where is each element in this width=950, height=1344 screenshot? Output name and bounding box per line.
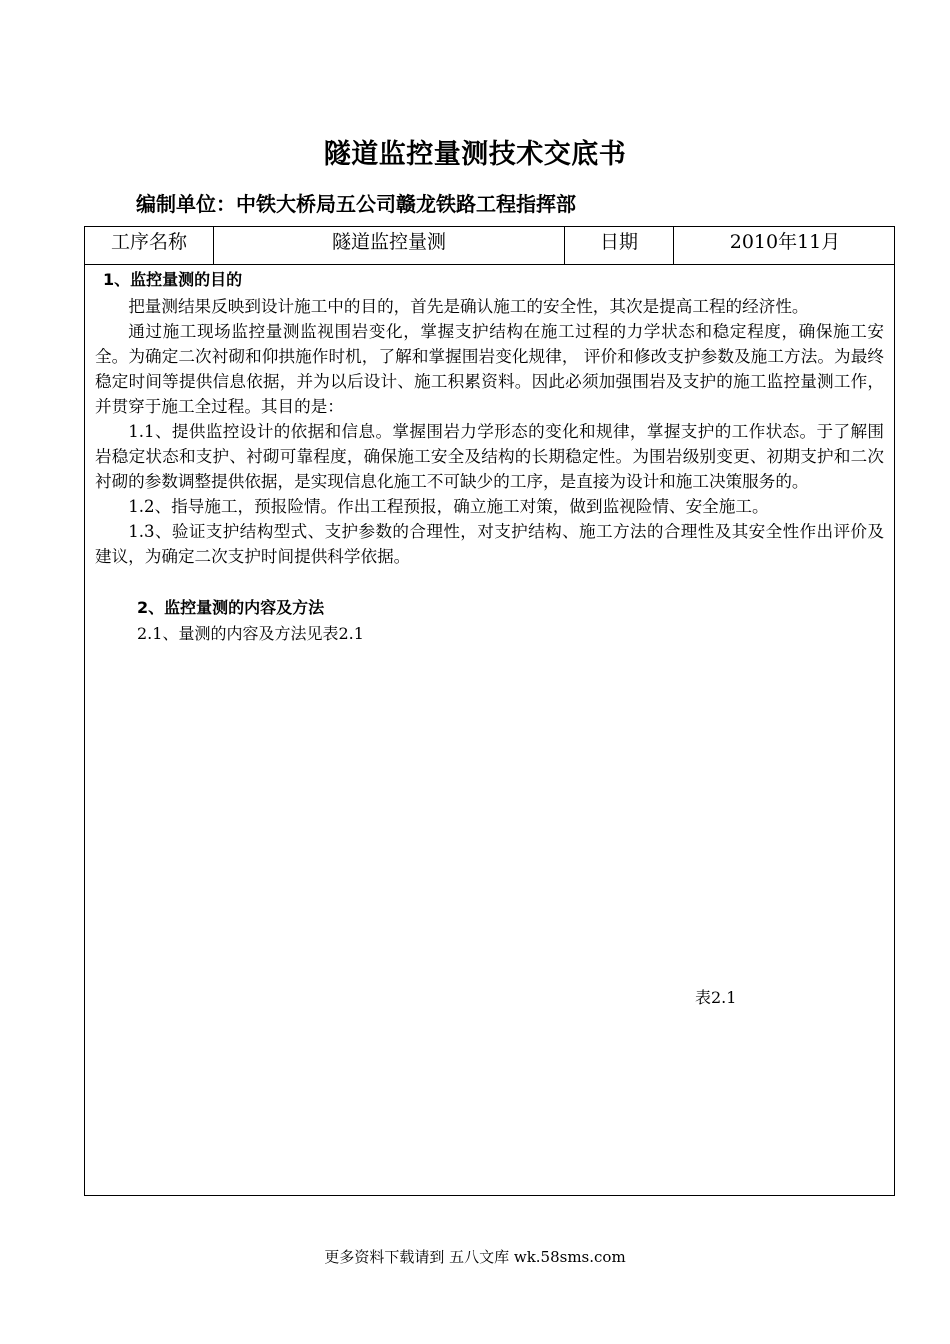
form-body bbox=[85, 265, 894, 647]
footer-note: 更多资料下载请到 五八文库 wk.58sms.com bbox=[324, 1248, 626, 1266]
date-value: 2010年11月 bbox=[729, 231, 841, 253]
section-2-subitem: 2.1、量测的内容及方法见表2.1 bbox=[137, 624, 364, 643]
table-caption: 表2.1 bbox=[695, 988, 737, 1007]
section-1-paragraph: 通过施工现场监控量测监视围岩变化，掌握支护结构在施工过程的力学状态和稳定程度，确保施工安全。为确定二次衬砌和仰拱施作时机，了解和掌握围岩变化规律， 评价和修改支护参数及施工方法。为最终稳定时间等提供信息依据，并为以后设计、施工积累资料。因此必须加强围岩及支护的施工监控量测工作，并贯穿于施工全过程。其目的是： bbox=[95, 322, 884, 416]
process-name-label: 工序名称 bbox=[85, 227, 214, 264]
compiling-unit: 编制单位：中铁大桥局五公司赣龙铁路工程指挥部 bbox=[136, 192, 576, 216]
section-2-heading: 2、监控量测的内容及方法 bbox=[137, 598, 325, 617]
section-1-heading: 1、监控量测的目的 bbox=[103, 270, 243, 289]
section-1-paragraph: 1.3、验证支护结构型式、支护参数的合理性，对支护结构、施工方法的合理性及其安全性作出评价及建议，为确定二次支护时间提供科学依据。 bbox=[95, 522, 884, 566]
process-name-value: 隧道监控量测 bbox=[214, 227, 565, 264]
section-1-paragraph: 1.2、指导施工，预报险情。作出工程预报，确立施工对策，做到监视险情、安全施工。 bbox=[128, 497, 769, 516]
section-1-paragraph: 1.1、提供监控设计的依据和信息。掌握围岩力学形态的变化和规律，掌握支护的工作状态。于了解围岩稳定状态和支护、衬砌可靠程度，确保施工安全及结构的长期稳定性。为围岩级别变更、初期支护和二次衬砌的参数调整提供依据，是实现信息化施工不可缺少的工序，是直接为设计和施工决策服务的。 bbox=[95, 422, 884, 491]
date-label: 日期 bbox=[565, 227, 674, 264]
header-row bbox=[85, 227, 894, 265]
section-1-paragraph: 把量测结果反映到设计施工中的目的，首先是确认施工的安全性，其次是提高工程的经济性。 bbox=[128, 297, 809, 316]
document-title: 隧道监控量测技术交底书 bbox=[323, 139, 627, 170]
disclosure-form bbox=[84, 226, 895, 1196]
